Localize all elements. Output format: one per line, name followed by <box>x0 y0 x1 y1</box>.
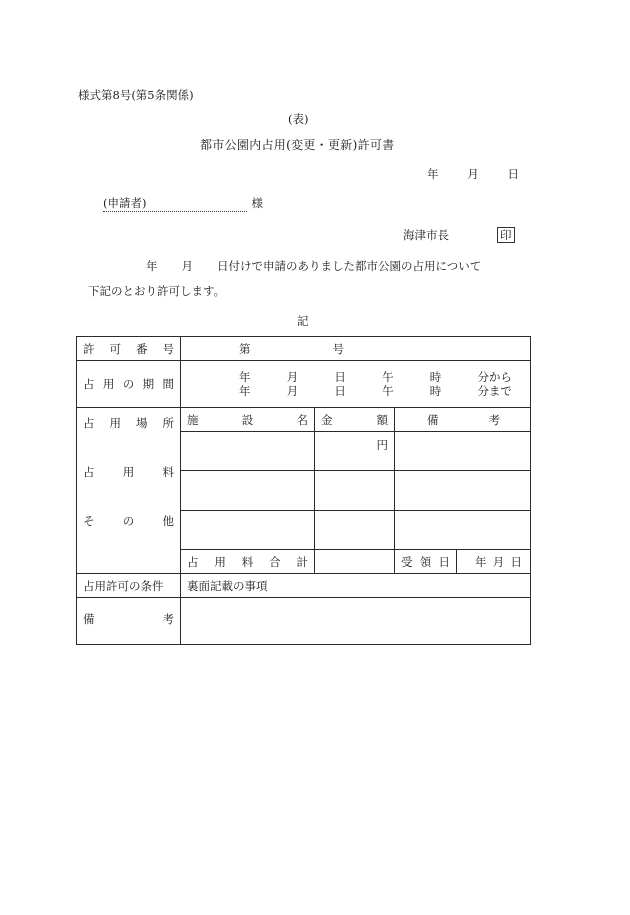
fee-total-text: 占 用 料 合 計 <box>187 554 308 569</box>
applicant-label: (申請者) <box>103 196 147 210</box>
remarks-label-text: 備 考 <box>83 612 174 626</box>
issuer <box>403 227 515 243</box>
form-number: 様式第8号(第5条関係) <box>78 88 194 102</box>
received-date-label <box>395 550 457 574</box>
period-from <box>187 370 524 384</box>
period-to-unit: 月 <box>286 384 299 398</box>
issue-date <box>427 166 519 182</box>
period-label-text: 占 用 の 期 間 <box>83 377 174 391</box>
yen-unit: 円 <box>376 438 388 452</box>
period-to-unit: 年 <box>239 384 251 398</box>
amount-cell[interactable] <box>315 511 395 550</box>
facility-cell[interactable] <box>181 432 315 471</box>
body-month: 月 <box>181 259 193 273</box>
remarks-cell[interactable] <box>395 432 531 471</box>
applicant-honorific: 様 <box>251 196 263 210</box>
permit-number-go: 号 <box>332 341 344 356</box>
facility-header-text: 施 設 名 <box>187 412 308 427</box>
remarks-header-text: 備 考 <box>427 412 500 427</box>
row-conditions <box>77 574 531 598</box>
period-to-unit: 時 <box>429 384 442 398</box>
row-period <box>77 361 531 408</box>
conditions-value: 裏面記載の事項 <box>181 574 531 598</box>
left-label: 占 用 場 所 <box>83 416 174 430</box>
row-col-headers <box>77 408 531 432</box>
facility-cell[interactable] <box>181 511 315 550</box>
remarks-cell[interactable] <box>395 511 531 550</box>
ki-heading: 記 <box>297 314 309 328</box>
remarks-cell[interactable] <box>395 471 531 511</box>
period-to-unit: 分まで <box>477 384 512 398</box>
left-labels-cell <box>77 408 181 574</box>
document-title: 都市公園内占用(変更・更新)許可書 <box>200 138 395 152</box>
row-remarks <box>77 598 531 645</box>
received-date-unit: 年 <box>475 554 487 569</box>
period-from-unit: 午 <box>382 370 394 384</box>
side-label: (表) <box>288 112 309 126</box>
fee-total-label <box>181 550 315 574</box>
applicant-line <box>103 195 263 212</box>
applicant-field[interactable] <box>103 195 247 212</box>
body-line-1 <box>146 258 481 274</box>
permit-number-field[interactable] <box>181 337 531 361</box>
period-from-unit: 日 <box>334 370 346 384</box>
received-date-unit: 日 <box>510 554 522 569</box>
permit-number-dai: 第 <box>239 341 251 356</box>
amount-header-text: 金 額 <box>321 412 388 427</box>
period-from-unit: 年 <box>239 370 251 384</box>
permit-number-label <box>77 337 181 361</box>
issue-date-month: 月 <box>467 167 479 181</box>
facility-cell[interactable] <box>181 471 315 511</box>
remarks-field[interactable] <box>181 598 531 645</box>
remarks-label <box>77 598 181 645</box>
amount-cell[interactable] <box>315 471 395 511</box>
issue-date-year: 年 <box>427 167 439 181</box>
fee-total-amount[interactable] <box>315 550 395 574</box>
permit-table <box>76 336 531 645</box>
period-to <box>187 384 524 398</box>
body-year: 年 <box>146 259 158 273</box>
facility-header <box>181 408 315 432</box>
period-from-unit: 分から <box>477 370 512 384</box>
conditions-label: 占用許可の条件 <box>77 574 181 598</box>
amount-header <box>315 408 395 432</box>
period-from-unit: 時 <box>429 370 442 384</box>
amount-cell[interactable] <box>315 432 395 471</box>
period-label <box>77 361 181 408</box>
received-date-field[interactable] <box>457 550 531 574</box>
left-label: 占 用 料 <box>83 465 174 479</box>
period-to-unit: 午 <box>382 384 394 398</box>
period-from-unit: 月 <box>286 370 299 384</box>
issuer-name: 海津市長 <box>403 228 449 242</box>
body-line1-tail: 日付けで申請のありました都市公園の占用について <box>217 259 482 273</box>
permit-number-label-text: 許 可 番 号 <box>83 341 174 356</box>
issue-date-day: 日 <box>507 167 519 181</box>
row-permit-number <box>77 337 531 361</box>
left-label: そ の 他 <box>83 514 174 528</box>
body-line-2: 下記のとおり許可します。 <box>88 284 226 298</box>
period-to-unit: 日 <box>334 384 346 398</box>
remarks-header <box>395 408 531 432</box>
received-date-unit: 月 <box>492 554 505 569</box>
period-field[interactable] <box>181 361 531 408</box>
seal-mark: 印 <box>497 227 515 243</box>
received-date-label-text: 受 領 日 <box>401 554 450 569</box>
